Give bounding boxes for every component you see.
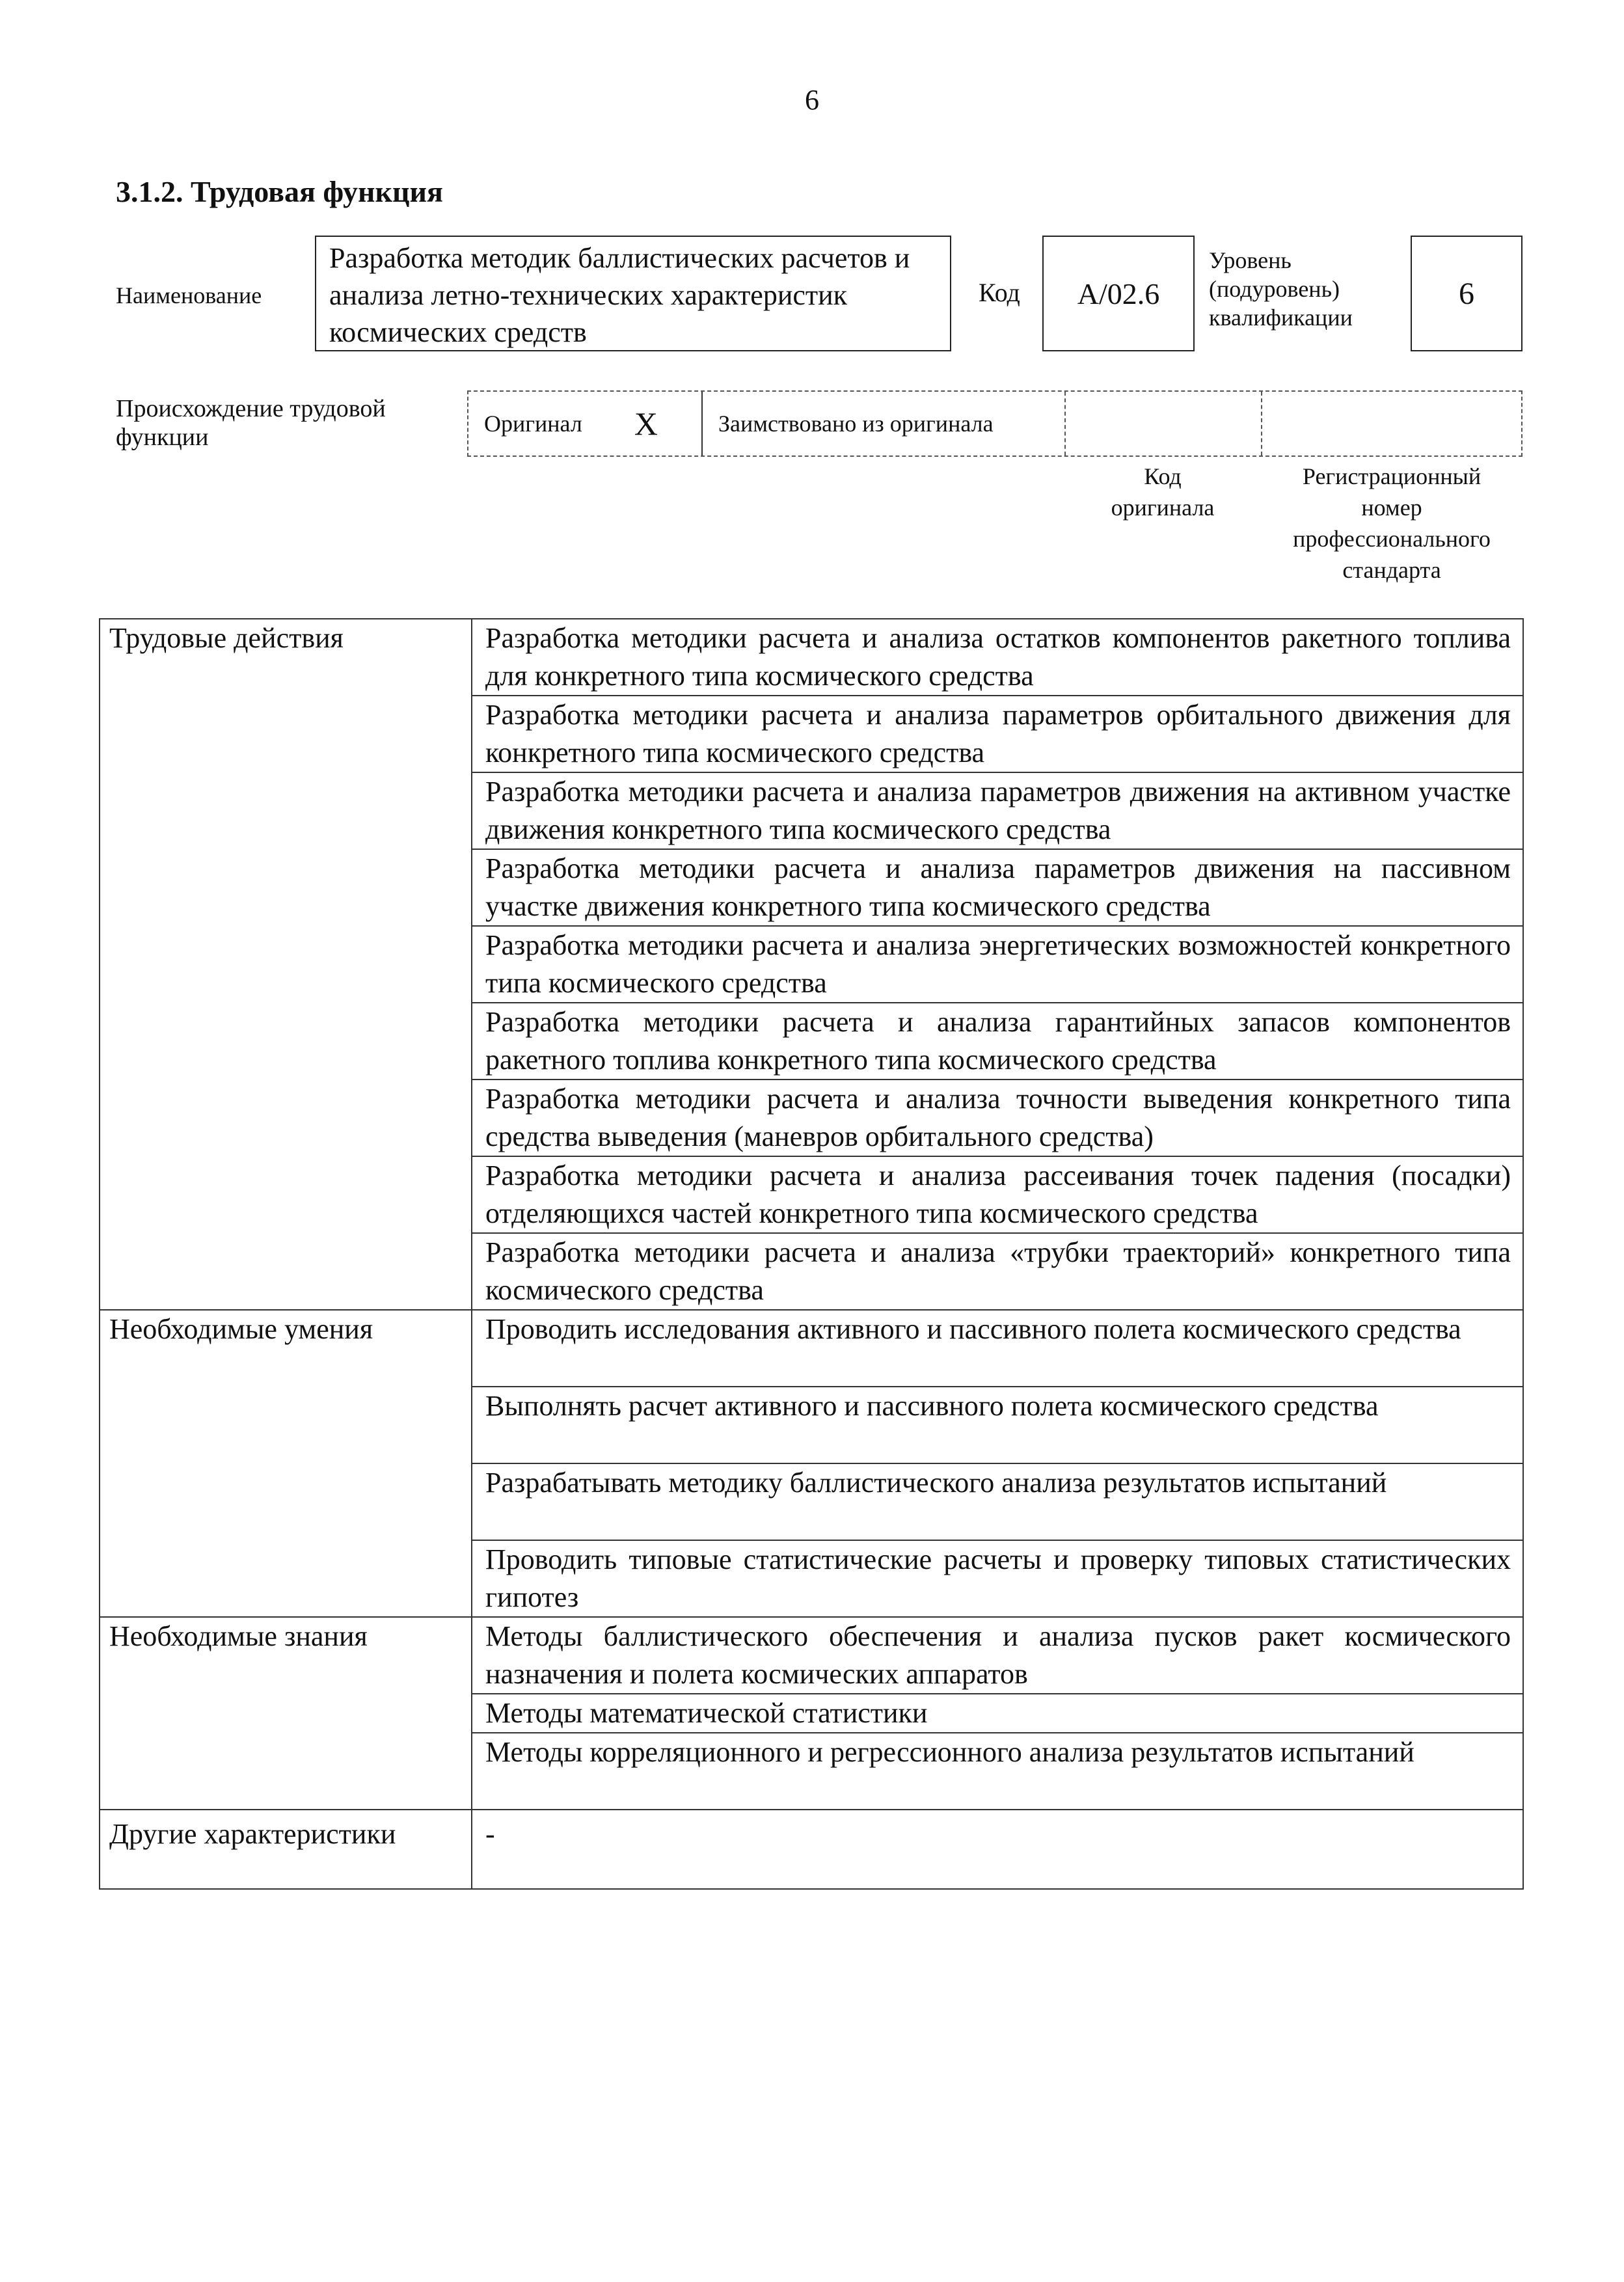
knowledge-item: Методы баллистического обеспечения и анализа пусков ракет космического назначения и полета космических аппаратов — [472, 1617, 1523, 1694]
caption-line: стандарта — [1342, 557, 1441, 583]
table-row — [100, 1310, 1523, 1387]
original-code-caption — [1064, 461, 1261, 523]
skill-item: Проводить типовые статистические расчеты и проверку типовых статистических гипотез — [472, 1540, 1523, 1617]
table-row — [100, 1810, 1523, 1889]
origin-table — [467, 390, 1522, 457]
table-row — [100, 619, 1523, 696]
caption-line: оригинала — [1111, 495, 1215, 521]
page-number: 6 — [805, 84, 819, 116]
table-row — [100, 1617, 1523, 1694]
skill-item: Разрабатывать методику баллистического анализа результатов испытаний — [472, 1463, 1523, 1540]
function-name-text: Разработка методик баллистических расчетов и анализа летно-технических характеристик космических средств — [329, 242, 910, 348]
reg-number-caption — [1261, 461, 1522, 586]
level-box — [1411, 236, 1522, 351]
other-value: - — [472, 1810, 1523, 1889]
origin-code-cell — [1066, 392, 1262, 455]
section-title: 3.1.2. Трудовая функция — [116, 175, 443, 208]
original-label: Оригинал — [484, 411, 582, 437]
origin-label-line: функции — [116, 424, 209, 451]
labor-action-item: Разработка методики расчета и анализа гарантийных запасов компонентов ракетного топлива конкретного типа космического средства — [472, 1003, 1523, 1080]
labor-action-item: Разработка методики расчета и анализа параметров движения на пассивном участке движения конкретного типа космического средства — [472, 849, 1523, 926]
skills-label: Необходимые умения — [100, 1310, 472, 1617]
labor-action-item: Разработка методики расчета и анализа точности выведения конкретного типа средства выведения (маневров орбитального средства) — [472, 1080, 1523, 1156]
skill-item: Проводить исследования активного и пассивного полета космического средства — [472, 1310, 1523, 1387]
origin-label-line: Происхождение трудовой — [116, 395, 386, 422]
caption-line: Код — [1144, 463, 1182, 489]
borrowed-label: Заимствовано из оригинала — [718, 411, 994, 437]
labor-action-item: Разработка методики расчета и анализа остатков компонентов ракетного топлива для конкретного типа космического средства — [472, 619, 1523, 696]
name-label: Наименование — [116, 282, 262, 308]
labor-action-item: Разработка методики расчета и анализа «трубки траекторий» конкретного типа космического средства — [472, 1233, 1523, 1310]
level-label-line: квалификации — [1209, 305, 1353, 331]
level-label — [1209, 246, 1353, 332]
labor-action-item: Разработка методики расчета и анализа энергетических возможностей конкретного типа космического средства — [472, 926, 1523, 1003]
origin-label — [116, 394, 386, 452]
level-label-line: Уровень — [1209, 247, 1292, 273]
original-mark: X — [634, 405, 658, 442]
caption-line: номер — [1361, 495, 1422, 521]
competency-table — [99, 618, 1524, 1890]
caption-line: Регистрационный — [1302, 463, 1482, 489]
origin-original-cell — [468, 392, 703, 455]
labor-action-item: Разработка методики расчета и анализа параметров движения на активном участке движения конкретного типа космического средства — [472, 772, 1523, 849]
skill-item: Выполнять расчет активного и пассивного полета космического средства — [472, 1387, 1523, 1463]
origin-borrowed-cell — [703, 392, 1066, 455]
other-label: Другие характеристики — [100, 1810, 472, 1889]
level-label-line: (подуровень) — [1209, 276, 1340, 302]
labor-actions-label: Трудовые действия — [100, 619, 472, 1310]
origin-reg-number-cell — [1262, 392, 1521, 455]
caption-line: профессионального — [1293, 526, 1491, 552]
code-label: Код — [979, 278, 1020, 307]
labor-action-item: Разработка методики расчета и анализа параметров орбитального движения для конкретного типа космического средства — [472, 696, 1523, 772]
function-name-box — [315, 236, 951, 351]
knowledge-item: Методы корреляционного и регрессионного анализа результатов испытаний — [472, 1733, 1523, 1810]
level-value: 6 — [1459, 276, 1474, 311]
knowledge-label: Необходимые знания — [100, 1617, 472, 1810]
code-box — [1042, 236, 1195, 351]
labor-action-item: Разработка методики расчета и анализа рассеивания точек падения (посадки) отделяющихся частей конкретного типа космического средства — [472, 1156, 1523, 1233]
code-value: A/02.6 — [1077, 277, 1160, 310]
knowledge-item: Методы математической статистики — [472, 1694, 1523, 1733]
